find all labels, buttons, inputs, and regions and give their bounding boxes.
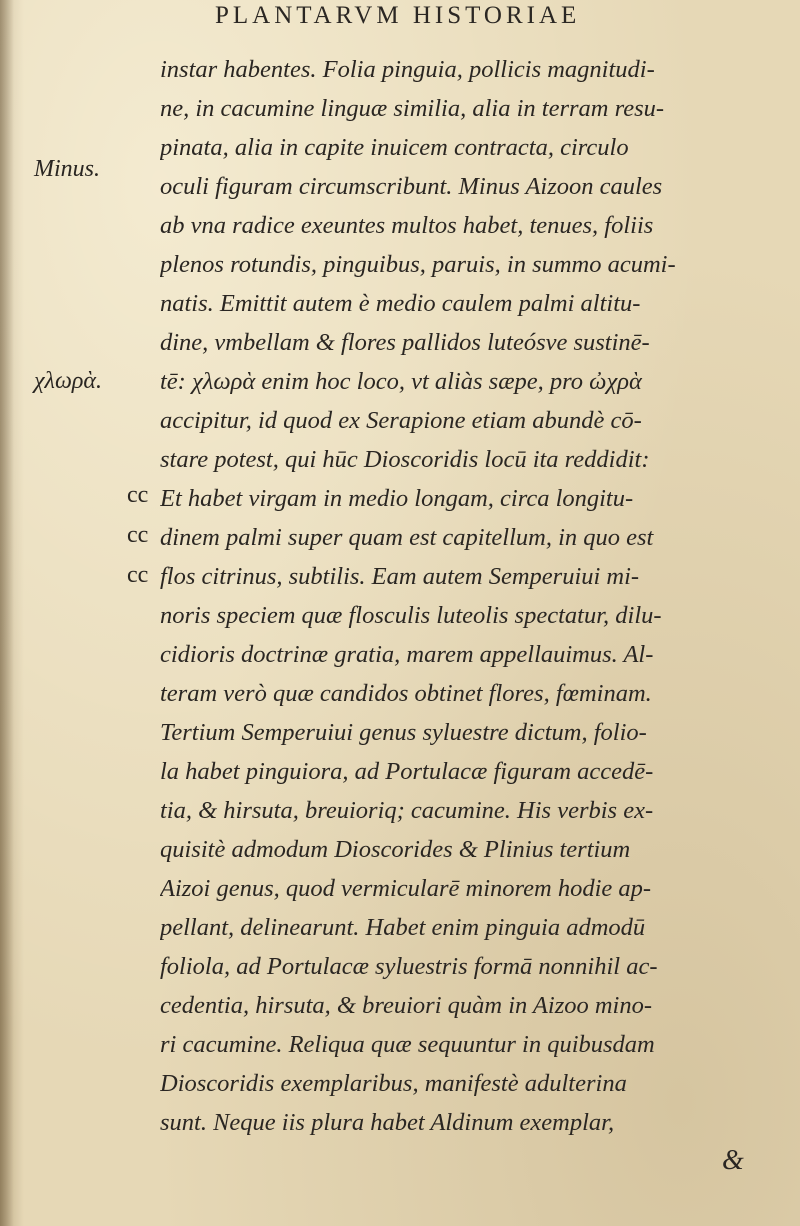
text-line: quisitè admodum Dioscorides & Plinius tertium [160, 836, 631, 863]
text-line: pellant, delinearunt. Habet enim pinguia admodū [160, 914, 646, 941]
text-line: Aizoi genus, quod vermicularē minorem hodie ap- [160, 875, 652, 902]
text-line: tia, & hirsuta, breuioriq; cacumine. His verbis ex- [160, 797, 654, 824]
text-line: flos citrinus, subtilis. Eam autem Semperuiui mi- [160, 563, 640, 590]
text-line: la habet pinguiora, ad Portulacæ figuram accedē- [160, 758, 654, 785]
text-line: noris speciem quæ flosculis luteolis spectatur, dilu- [160, 602, 662, 629]
quote-mark: cc [127, 482, 149, 508]
text-line: instar habentes. Folia pinguia, pollicis magnitudi- [160, 56, 655, 83]
binding-shadow [0, 0, 14, 1226]
text-line: Tertium Semperuiui genus syluestre dictum, folio- [160, 719, 647, 746]
text-line: Dioscoridis exemplaribus, manifestè adulterina [160, 1070, 627, 1097]
text-line: teram verò quæ candidos obtinet flores, fœminam. [160, 680, 652, 707]
quote-mark: cc [127, 562, 149, 588]
text-line: natis. Emittit autem è medio caulem palmi altitu- [160, 290, 641, 317]
text-line: cedentia, hirsuta, & breuiori quàm in Aizoo mino- [160, 992, 653, 1019]
catchword: & [722, 1145, 744, 1176]
text-line: cidioris doctrinæ gratia, marem appellauimus. Al- [160, 641, 654, 668]
margin-note-greek: χλωρὰ. [34, 368, 103, 394]
text-line: plenos rotundis, pinguibus, paruis, in summo acumi- [160, 251, 676, 278]
text-line: Et habet virgam in medio longam, circa longitu- [160, 485, 634, 512]
text-line: pinata, alia in capite inuicem contracta, circulo [160, 134, 629, 161]
text-line: dinem palmi super quam est capitellum, in quo est [160, 524, 654, 551]
text-line: stare potest, qui hūc Dioscoridis locū ita reddidit: [160, 446, 650, 473]
text-line: ri cacumine. Reliqua quæ sequuntur in quibusdam [160, 1031, 655, 1058]
running-head: PLANTARVM HISTORIAE [215, 2, 581, 29]
text-line: tē: χλωρὰ enim hoc loco, vt aliàs sæpe, pro ὠχρὰ [160, 368, 642, 395]
text-line: foliola, ad Portulacæ syluestris formā nonnihil ac- [160, 953, 658, 980]
text-line: dine, vmbellam & flores pallidos luteósve sustinē- [160, 329, 650, 356]
text-line: oculi figuram circumscribunt. Minus Aizoon caules [160, 173, 663, 200]
text-line: ab vna radice exeuntes multos habet, tenues, foliis [160, 212, 654, 239]
margin-note-minus: Minus. [34, 156, 100, 182]
text-line: sunt. Neque iis plura habet Aldinum exemplar, [160, 1109, 615, 1136]
quote-mark: cc [127, 522, 149, 548]
text-line: accipitur, id quod ex Serapione etiam abundè cō- [160, 407, 642, 434]
text-line: ne, in cacumine linguæ similia, alia in terram resu- [160, 95, 665, 122]
